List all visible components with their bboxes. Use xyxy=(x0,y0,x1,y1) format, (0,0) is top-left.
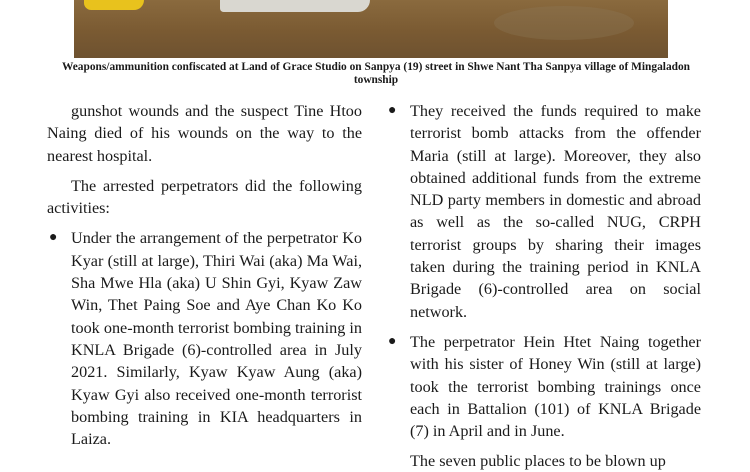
photo-caption: Weapons/ammunition confiscated at Land of Grace Studio on Sanpya (19) street in Shwe Nant Tha Sanpya village of Mingaladon township xyxy=(61,61,691,86)
bullet-icon: ● xyxy=(49,230,58,246)
bullet-icon: ● xyxy=(388,333,397,349)
ground-texture xyxy=(494,6,634,40)
left-column xyxy=(47,100,362,450)
paper-item xyxy=(220,0,370,12)
bullet-item xyxy=(47,227,362,450)
right-column xyxy=(386,100,701,472)
bullet-item xyxy=(386,331,701,442)
bullet-text: They received the funds required to make terrorist bomb attacks from the offender Maria (still at large). Moreover, they also obtained additional funds from the extreme NLD party members in domestic and abroad as well as the so-called NUG, CRPH terrorist groups by sharing their images taken during the training period in KNLA Brigade (6)-controlled area on social network. xyxy=(410,102,701,321)
bullet-icon: ● xyxy=(388,103,397,118)
paragraph-gunshot: gunshot wounds and the suspect Tine Htoo Naing died of his wounds on the way to the nearest hospital. xyxy=(47,102,362,165)
weapons-photo xyxy=(74,0,668,58)
bullet-text: Under the arrangement of the perpetrator Ko Kyar (still at large), Thiri Wai (aka) Ma Wai, Sha Mwe Hla (aka) U Shin Gyi, Kyaw Zaw Win, Thet Paing Soe and Aye Chan Ko Ko took one-month terrorist bombing training in KNLA Brigade (6)-controlled area in July 2021. Similarly, Kyaw Kyaw Aung (aka) Kyaw Gyi also received one-month terrorist bombing training in KIA headquarters in Laiza. xyxy=(71,229,362,449)
bullet-item xyxy=(386,100,701,323)
paragraph-public-places: The seven public places to be blown up xyxy=(410,452,666,471)
yellow-bag xyxy=(84,0,144,10)
paragraph-activities: The arrested perpetrators did the following activities: xyxy=(47,176,362,218)
bullet-text: The perpetrator Hein Htet Naing together with his sister of Honey Win (still at large) took the terrorist bombing trainings once each in Battalion (101) of KNLA Brigade (7) in April and in June. xyxy=(410,332,701,441)
